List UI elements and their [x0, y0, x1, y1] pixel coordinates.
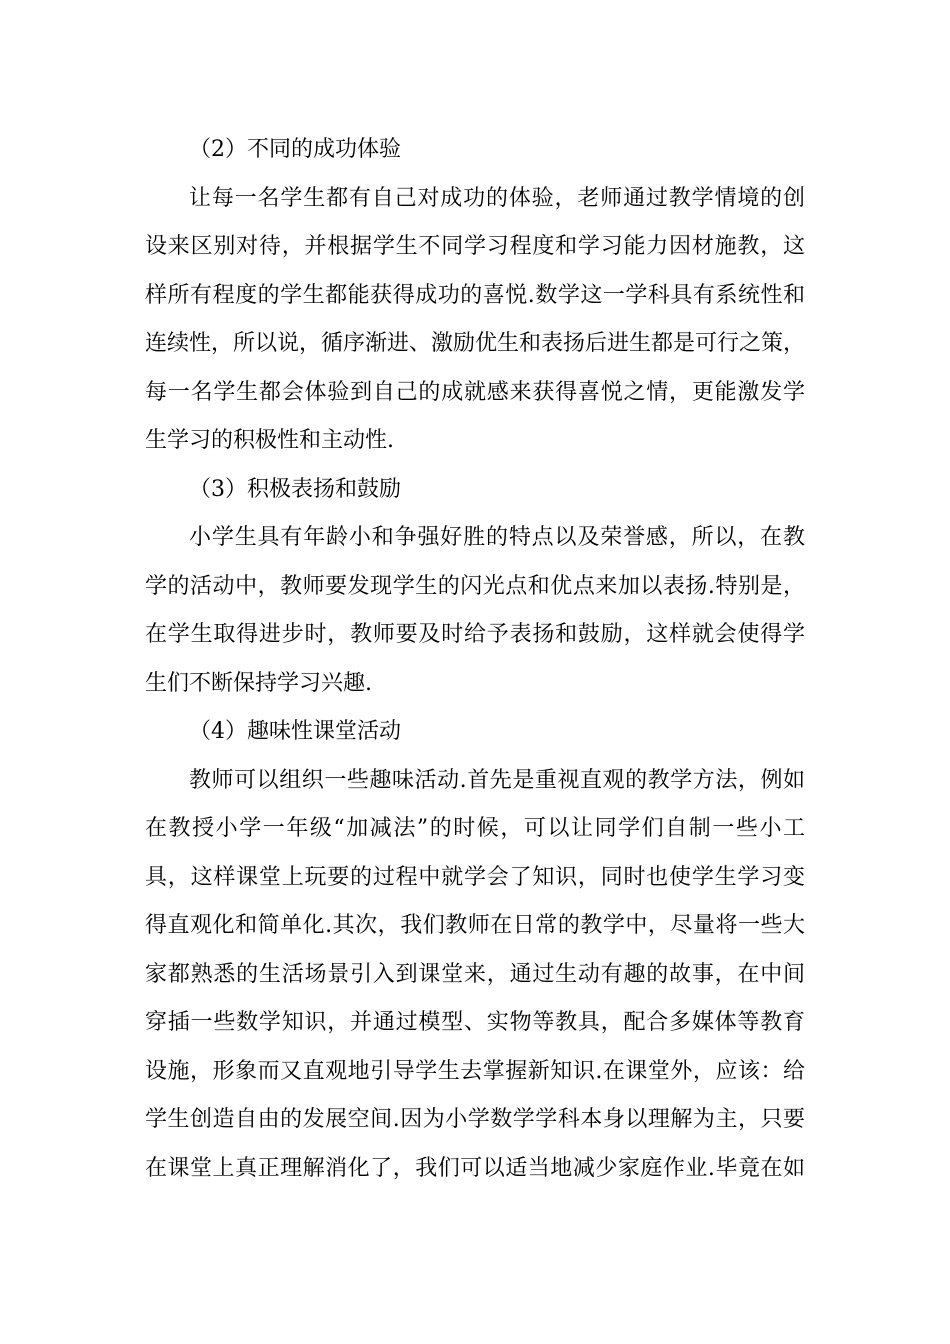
paragraph-line: 每一名学生都会体验到自己的成就感来获得喜悦之情，更能激发学	[145, 379, 805, 405]
paragraph-line: 小学生具有年龄小和争强好胜的特点以及荣誉感，所以，在教	[189, 525, 805, 550]
section-heading: （2）不同的成功体验	[189, 137, 401, 162]
paragraph-line: 穿插一些数学知识，并通过模型、实物等教具，配合多媒体等教育	[145, 1010, 805, 1035]
paragraph-line: 生们不断保持学习兴趣.	[145, 670, 372, 696]
paragraph-line: 家都熟悉的生活场景引入到课堂来，通过生动有趣的故事，在中间	[145, 961, 805, 987]
paragraph-line: 得直观化和简单化.其次，我们教师在日常的教学中，尽量将一些大	[145, 913, 805, 938]
paragraph-line: 学的活动中，教师要发现学生的闪光点和优点来加以表扬.特别是，	[145, 573, 805, 599]
paragraph-line: 学生创造自由的发展空间.因为小学数学学科本身以理解为主，只要	[145, 1107, 805, 1132]
paragraph-line: 生学习的积极性和主动性.	[145, 428, 394, 453]
paragraph-line: 在教授小学一年级“加减法”的时候，可以让同学们自制一些小工	[145, 816, 805, 841]
paragraph-line: 在课堂上真正理解消化了，我们可以适当地减少家庭作业.毕竟在如	[145, 1155, 805, 1181]
paragraph-line: 连续性，所以说，循序渐进、激励优生和表扬后进生都是可行之策，	[145, 331, 806, 356]
paragraph-line: 教师可以组织一些趣味活动.首先是重视直观的教学方法，例如	[189, 767, 805, 793]
paragraph-line: 在学生取得进步时，教师要及时给予表扬和鼓励，这样就会使得学	[145, 622, 805, 647]
paragraph-line: 具，这样课堂上玩要的过程中就学会了知识，同时也使学生学习变	[145, 864, 805, 890]
paragraph-line: 样所有程度的学生都能获得成功的喜悦.数学这一学科具有系统性和	[145, 282, 805, 308]
section-heading: （4）趣味性课堂活动	[189, 719, 401, 744]
section-heading: （3）积极表扬和鼓励	[189, 476, 401, 502]
paragraph-line: 让每一名学生都有自己对成功的体验，老师通过教学情境的创	[189, 185, 805, 211]
document-body	[145, 126, 805, 1193]
paragraph-line: 设施，形象而又直观地引导学生去掌握新知识.在课堂外，应该：给	[145, 1058, 805, 1084]
paragraph-line: 设来区别对待，并根据学生不同学习程度和学习能力因材施教，这	[145, 234, 805, 259]
